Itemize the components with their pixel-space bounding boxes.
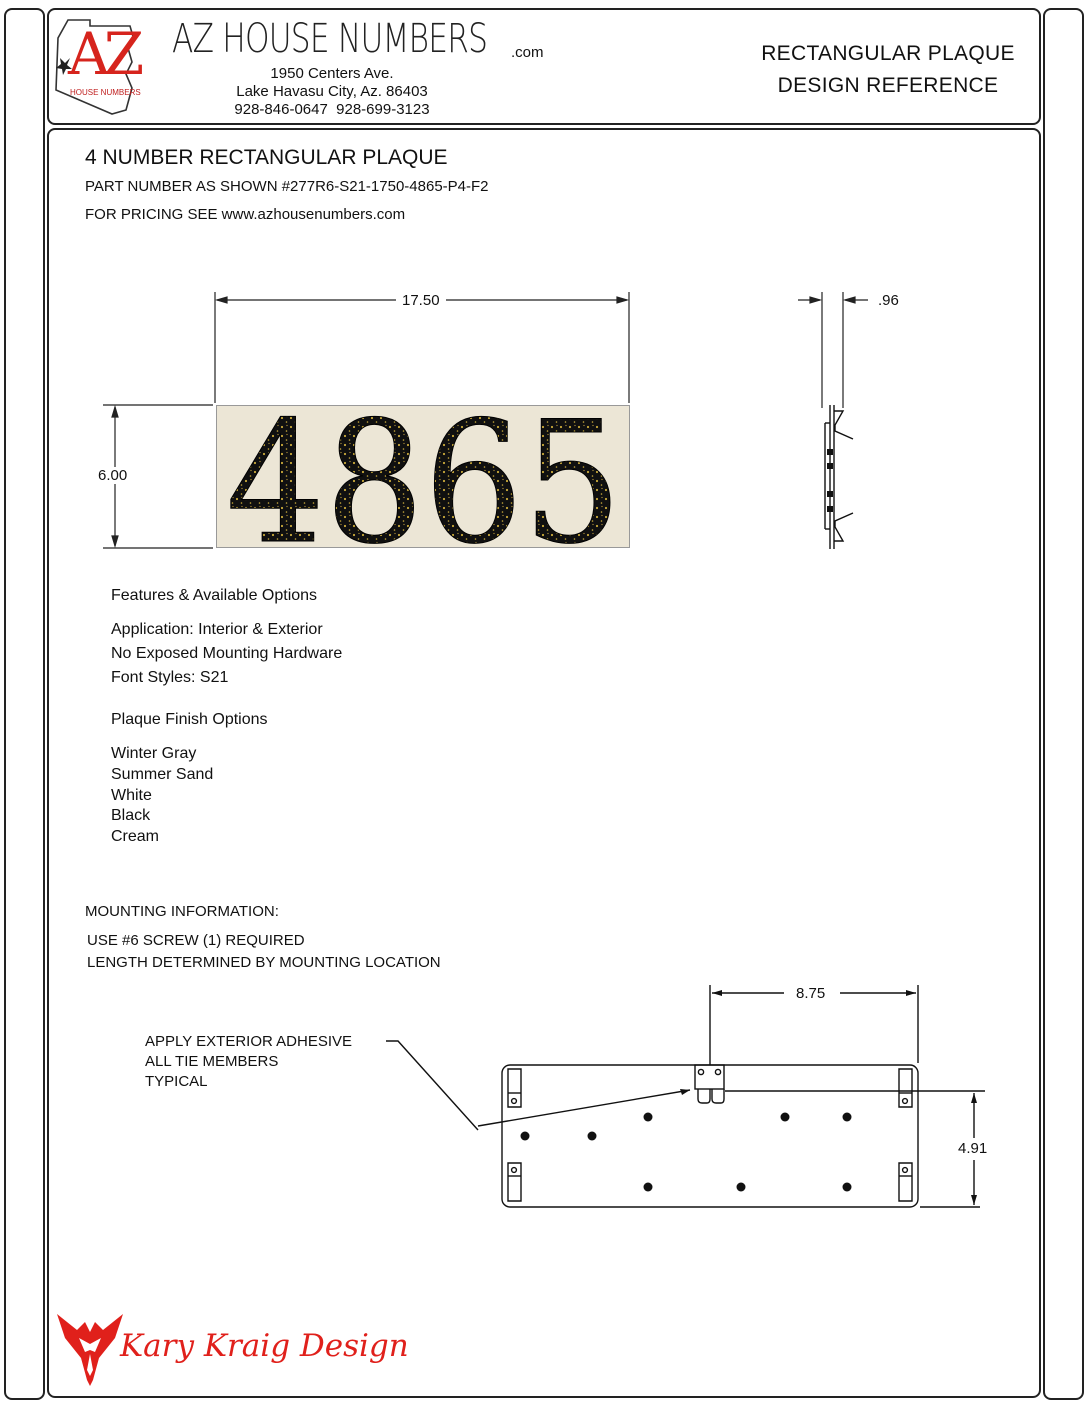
feature-item: Application: Interior & Exterior <box>111 621 323 638</box>
logo-letters: AZ <box>68 20 139 88</box>
finish-option: Black <box>111 807 151 824</box>
plaque-digits: 4865 <box>226 406 622 549</box>
adhesive-note-line1: APPLY EXTERIOR ADHESIVE <box>145 1033 353 1050</box>
finish-option: Cream <box>111 828 160 845</box>
height-dimension: 6.00 <box>92 467 133 484</box>
phone-numbers: 928-846-0647 928-699-3123 <box>234 101 430 118</box>
mounting-line1: USE #6 SCREW (1) REQUIRED <box>87 932 305 949</box>
mounting-line2: LENGTH DETERMINED BY MOUNTING LOCATION <box>87 954 441 971</box>
doc-title-line2: DESIGN REFERENCE <box>777 74 999 97</box>
width-dimension: 17.50 <box>396 292 446 309</box>
part-number: PART NUMBER AS SHOWN #277R6-S21-1750-4865-P4-F2 <box>85 178 489 195</box>
company-name: AZ HOUSE NUMBERS <box>172 16 488 62</box>
adhesive-note-line2: ALL TIE MEMBERS <box>145 1053 279 1070</box>
adhesive-note-line3: TYPICAL <box>145 1073 208 1090</box>
finish-heading: Plaque Finish Options <box>111 711 268 728</box>
pricing-info: FOR PRICING SEE www.azhousenumbers.com <box>85 206 406 223</box>
domain-suffix: .com <box>511 44 544 61</box>
feature-item: No Exposed Mounting Hardware <box>111 645 343 662</box>
mounting-heading: MOUNTING INFORMATION: <box>85 903 279 920</box>
finish-option: White <box>111 787 152 804</box>
depth-dimension: .96 <box>878 292 899 309</box>
finish-option: Winter Gray <box>111 745 197 762</box>
footer-brand: Kary Kraig Design <box>120 1328 409 1364</box>
mount-height-dimension: 4.91 <box>952 1140 993 1157</box>
product-title: 4 NUMBER RECTANGULAR PLAQUE <box>85 146 448 169</box>
features-heading: Features & Available Options <box>111 587 318 604</box>
finish-option: Summer Sand <box>111 766 214 783</box>
logo-caption: HOUSE NUMBERS <box>70 88 141 97</box>
address-line2: Lake Havasu City, Az. 86403 <box>236 83 428 100</box>
doc-title-line1: RECTANGULAR PLAQUE <box>761 42 1015 65</box>
address-line1: 1950 Centers Ave. <box>270 65 394 82</box>
feature-item: Font Styles: S21 <box>111 669 229 686</box>
kary-kraig-logo-icon <box>55 1308 125 1388</box>
mount-spacing-dimension: 8.75 <box>790 985 831 1002</box>
